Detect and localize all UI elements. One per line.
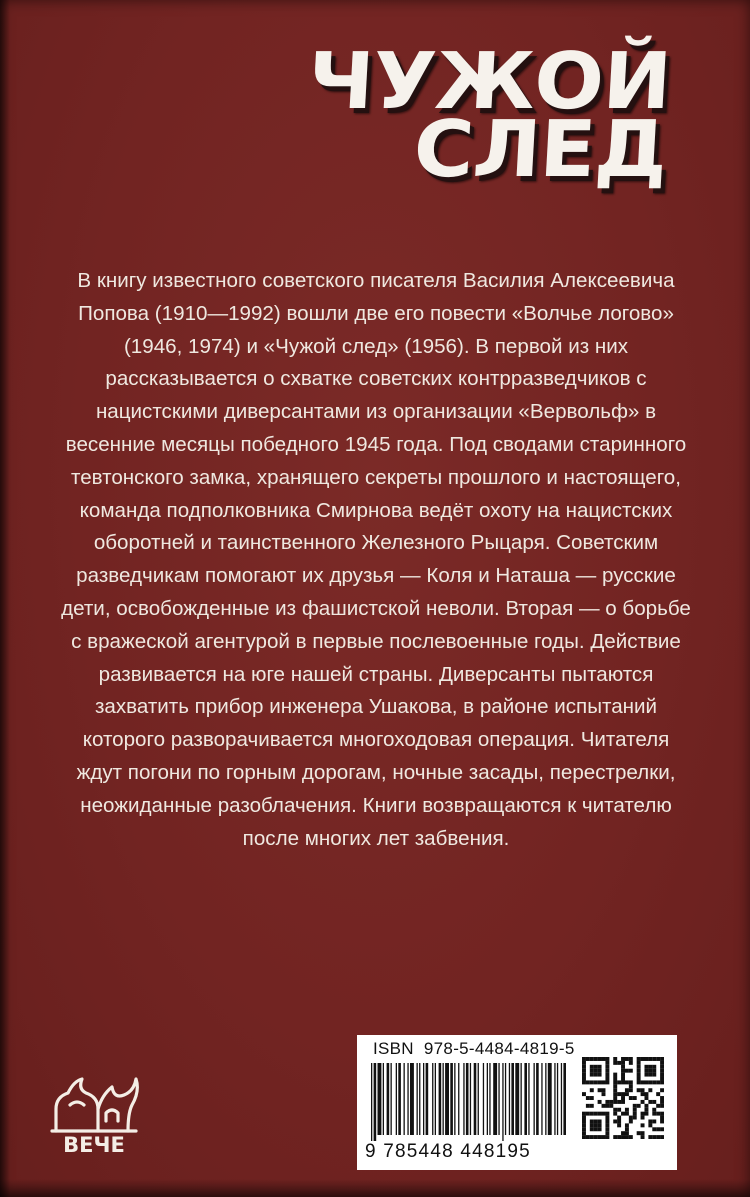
book-description: В книгу известного советского писателя Василия Алексеевича Попова (1910—1992) вошли две его повести «Волчье логово» (1946, 1974) и «Чужой след» (1956). В первой из них рассказывается о схватке советских контрразведчиков с нацистскими диверсантами из организации «Вервольф» в весенние месяцы победного 1945 года. Под сводами старинного тевтонского замка, хранящего секреты прошлого и настоящего, команда подполковника Смирнова ведёт охоту на нацистских оборотней и таинственного Железного Рыцаря. Советским разведчикам помогают их друзья — Коля и Наташа — русские дети, освобожденные из фашистской неволи. Вторая — о борьбе с вражеской агентурой в первые послевоенные годы. Действие развивается на юге нашей страны. Диверсанты пытаются захватить прибор инженера Ушакова, в районе испытаний которого разворачивается многоходовая операция. Читателя ждут погони по горным дорогам, ночные засады, перестрелки, неожиданные разоблачения. Книги возвращаются к читателю после многих лет забвения. (61, 269, 691, 850)
barcode (369, 1063, 569, 1141)
book-title-line-2: СЛЕД (411, 105, 669, 195)
kremlin-tower-logo-icon (44, 1075, 144, 1137)
publisher-name: ВЕЧЕ (63, 1133, 125, 1157)
qr-code-icon (582, 1057, 664, 1139)
publisher-logo (44, 1075, 144, 1165)
spine-edge (0, 0, 10, 1197)
book-title-line-1: ЧУЖОЙ (305, 37, 673, 127)
bottom-edge-shade (0, 1179, 750, 1197)
book-title (302, 37, 673, 195)
barcode-digits: 9 785448 448195 (365, 1141, 531, 1162)
isbn-number: ISBN 978-5-4484-4819-5 (373, 1039, 575, 1058)
isbn-label (357, 1035, 677, 1170)
